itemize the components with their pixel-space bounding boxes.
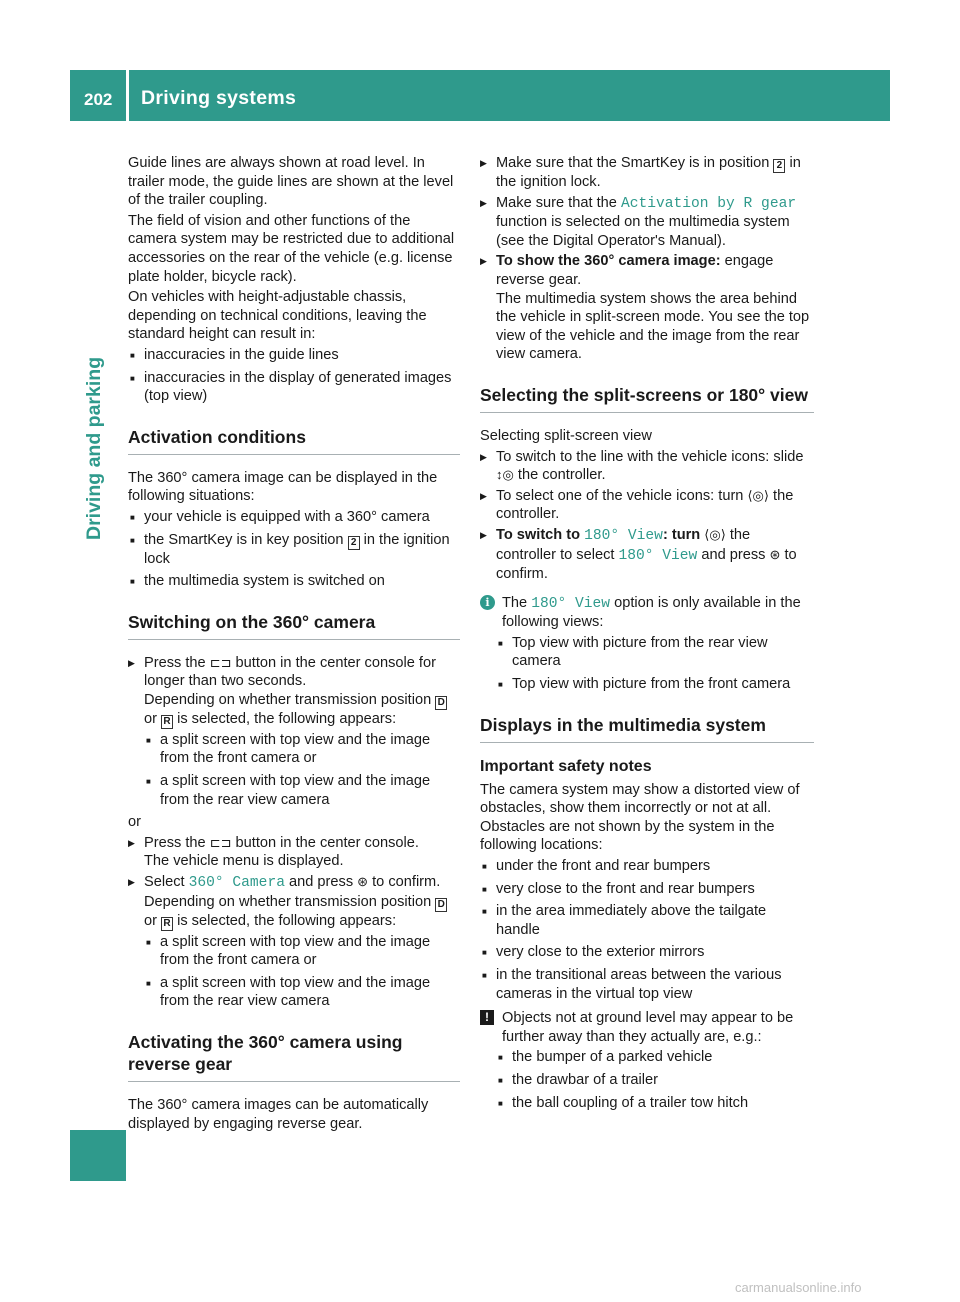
menu-item-360-camera: 360° Camera — [188, 875, 285, 892]
list-item: ■ in the transitional areas between the various cameras in the virtual top view — [482, 967, 782, 1002]
instruction-step: ▶ Select 360° Camera and press ⊛ to confirm. Depending on whether transmission position D or R is selected, the following appears: — [128, 873, 460, 931]
instruction-step: ▶ To select one of the vehicle icons: turn ⟨◎⟩ the controller. — [480, 487, 794, 523]
paragraph-height-chassis: On vehicles with height-adjustable chassis, depending on technical conditions, leaving the standard height can result in: — [128, 289, 427, 343]
instruction-step: ▶ Make sure that the Activation by R gear function is selected on the multimedia system (see the Digital Operator's Manual). — [480, 194, 797, 249]
instruction-step: ▶ To switch to the line with the vehicle icons: slide ↕◎ the controller. — [480, 448, 804, 484]
heading-split-screens: Selecting the split-screens or 180° view — [480, 384, 814, 413]
arrow-icon: ▶ — [480, 529, 487, 540]
list-item: ■ inaccuracies in the display of generated images (top view) — [130, 369, 452, 405]
sub-list — [128, 731, 460, 809]
list-item: ■ very close to the exterior mirrors — [480, 943, 814, 962]
press-controller-icon: ⊛ — [769, 546, 781, 562]
menu-item-180-view: 180° View — [584, 527, 663, 544]
paragraph-activation: The 360° camera image can be displayed in the following situations: — [128, 469, 438, 505]
list-item: ■ very close to the front and rear bumpers — [480, 880, 814, 899]
instruction-step: ▶ Press the ⊏⊐ button in the center console. The vehicle menu is displayed. — [128, 834, 419, 870]
arrow-icon: ▶ — [480, 158, 487, 168]
arrow-icon: ▶ — [480, 451, 487, 462]
press-controller-icon: ⊛ — [357, 874, 369, 890]
slide-controller-icon: ↕◎ — [496, 467, 514, 483]
arrow-icon: ▶ — [128, 657, 135, 668]
left-column — [128, 154, 460, 1135]
menu-item-activation-r-gear: Activation by R gear — [620, 195, 797, 212]
bullet-icon: ■ — [482, 884, 487, 894]
bullet-icon: ■ — [146, 777, 151, 787]
heading-activation-conditions: Activation conditions — [128, 426, 460, 455]
page-title: Driving systems — [141, 87, 297, 109]
arrow-icon: ▶ — [128, 877, 135, 888]
heading-displays: Displays in the multimedia system — [480, 714, 814, 743]
section-side-label — [82, 310, 112, 540]
bullet-icon: ■ — [130, 350, 135, 360]
bullet-icon: ■ — [130, 373, 135, 383]
bullet-icon: ■ — [130, 512, 135, 522]
bullet-icon: ■ — [482, 971, 487, 980]
list-item: ■ a split screen with top view and the image from the rear view camera — [146, 974, 431, 1010]
instruction-step: ▶ Make sure that the SmartKey is in position 2 in the ignition lock. — [480, 155, 801, 190]
car-button-icon: ⊏⊐ — [209, 834, 232, 850]
or-separator: or — [128, 814, 141, 831]
header-divider — [126, 70, 129, 121]
list-item: ■ the bumper of a parked vehicle — [496, 1048, 814, 1067]
gear-r-icon: R — [161, 715, 173, 729]
list-item: ■ the ball coupling of a trailer tow hitch — [496, 1094, 814, 1113]
bullet-icon: ■ — [498, 1098, 503, 1108]
sub-list — [128, 933, 460, 1011]
bullet-icon: ■ — [146, 937, 151, 947]
instruction-step: ▶ To show the 360° camera image: engage reverse gear. The multimedia system shows the area behind the vehicle in split-screen mode. You see the top view of the vehicle and the image from the rear view camera. — [480, 253, 810, 363]
arrow-icon: ▶ — [128, 837, 135, 848]
bullet-icon: ■ — [130, 535, 135, 545]
bullet-icon: ■ — [482, 907, 487, 917]
list-item: ■ Top view with picture from the rear view camera — [498, 634, 768, 670]
key-position-icon: 2 — [773, 159, 785, 173]
arrow-icon: ▶ — [480, 256, 487, 267]
list-item: ■ the SmartKey is in key position 2 in the ignition lock — [130, 531, 450, 567]
bullet-icon: ■ — [498, 1053, 503, 1063]
menu-item-180-view: 180° View — [531, 595, 611, 612]
bullet-icon: ■ — [482, 948, 487, 958]
turn-controller-icon: ⟨◎⟩ — [704, 526, 726, 542]
instruction-step: ▶ Press the ⊏⊐ button in the center console for longer than two seconds. Depending on whether transmission position D or R is selected, the following appears: — [128, 654, 460, 729]
paragraph-field-of-vision: The field of vision and other functions of the camera system may be restricted due to additional accessories on the rear of the vehicle (e.g. license plate holder, bicycle rack). — [128, 212, 455, 285]
sub-list — [480, 634, 814, 694]
bullet-icon: ■ — [498, 1075, 503, 1085]
gear-d-icon: D — [435, 898, 447, 912]
bullet-icon: ■ — [146, 978, 151, 988]
watermark: carmanualsonline.info — [735, 1280, 862, 1295]
bullet-icon: ■ — [130, 577, 135, 587]
list-item: ■ in the area immediately above the tailgate handle — [482, 903, 767, 938]
bullet-icon: ■ — [146, 735, 151, 745]
bullet-icon: ■ — [482, 862, 487, 872]
list-item: ■ the drawbar of a trailer — [496, 1071, 814, 1090]
gear-d-icon: D — [435, 696, 447, 710]
list-item: ■ inaccuracies in the guide lines — [128, 346, 460, 365]
arrow-icon: ▶ — [480, 197, 487, 208]
list-item: ■ a split screen with top view and the image from the rear view camera — [146, 773, 431, 808]
heading-safety-notes: Important safety notes — [480, 757, 652, 775]
turn-controller-icon: ⟨◎⟩ — [747, 487, 769, 503]
section-tab-marker — [70, 1130, 126, 1181]
sub-list — [480, 1048, 814, 1112]
heading-switching-on: Switching on the 360° camera — [128, 611, 460, 640]
paragraph-split-screen: Selecting split-screen view — [480, 427, 652, 444]
list-item: ■ a split screen with top view and the image from the front camera or — [146, 933, 431, 969]
list-item: ■ under the front and rear bumpers — [480, 857, 814, 876]
key-position-icon: 2 — [348, 536, 360, 550]
info-note: i The 180° View option is only available in the following views: — [480, 594, 814, 632]
warning-icon: ! — [480, 1010, 494, 1025]
bullet-icon: ■ — [498, 638, 503, 648]
menu-item-180-view: 180° View — [618, 547, 698, 564]
list-item: ■ your vehicle is equipped with a 360° camera — [128, 508, 460, 527]
heading-reverse-gear: Activating the 360° camera using reverse gear — [128, 1031, 460, 1082]
right-column — [480, 154, 814, 1116]
section-side-label-text: Driving and parking — [83, 356, 105, 540]
warning-note: ! Objects not at ground level may appear to be further away than they actually are, e.g.: — [480, 1009, 814, 1046]
instruction-step: ▶ To switch to 180° View: turn ⟨◎⟩ the controller to select 180° View and press ⊛ to confirm. — [480, 526, 797, 583]
arrow-icon: ▶ — [480, 490, 487, 501]
paragraph-reverse-gear: The 360° camera images can be automatically displayed by engaging reverse gear. — [128, 1097, 429, 1132]
list-item: ■ Top view with picture from the front camera — [496, 675, 814, 694]
list-item: ■ a split screen with top view and the image from the front camera or — [146, 731, 431, 767]
info-icon: i — [480, 595, 495, 610]
bullet-icon: ■ — [498, 680, 503, 690]
paragraph-safety: The camera system may show a distorted view of obstacles, show them incorrectly or not at all. Obstacles are not shown by the system in the following locations: — [480, 781, 800, 854]
gear-r-icon: R — [161, 917, 173, 931]
paragraph-guide-lines: Guide lines are always shown at road level. In trailer mode, the guide lines are shown at the level of the trailer coupling. — [128, 155, 454, 209]
page-number: 202 — [84, 90, 113, 109]
list-item: ■ the multimedia system is switched on — [128, 572, 460, 591]
car-button-icon: ⊏⊐ — [209, 654, 232, 670]
